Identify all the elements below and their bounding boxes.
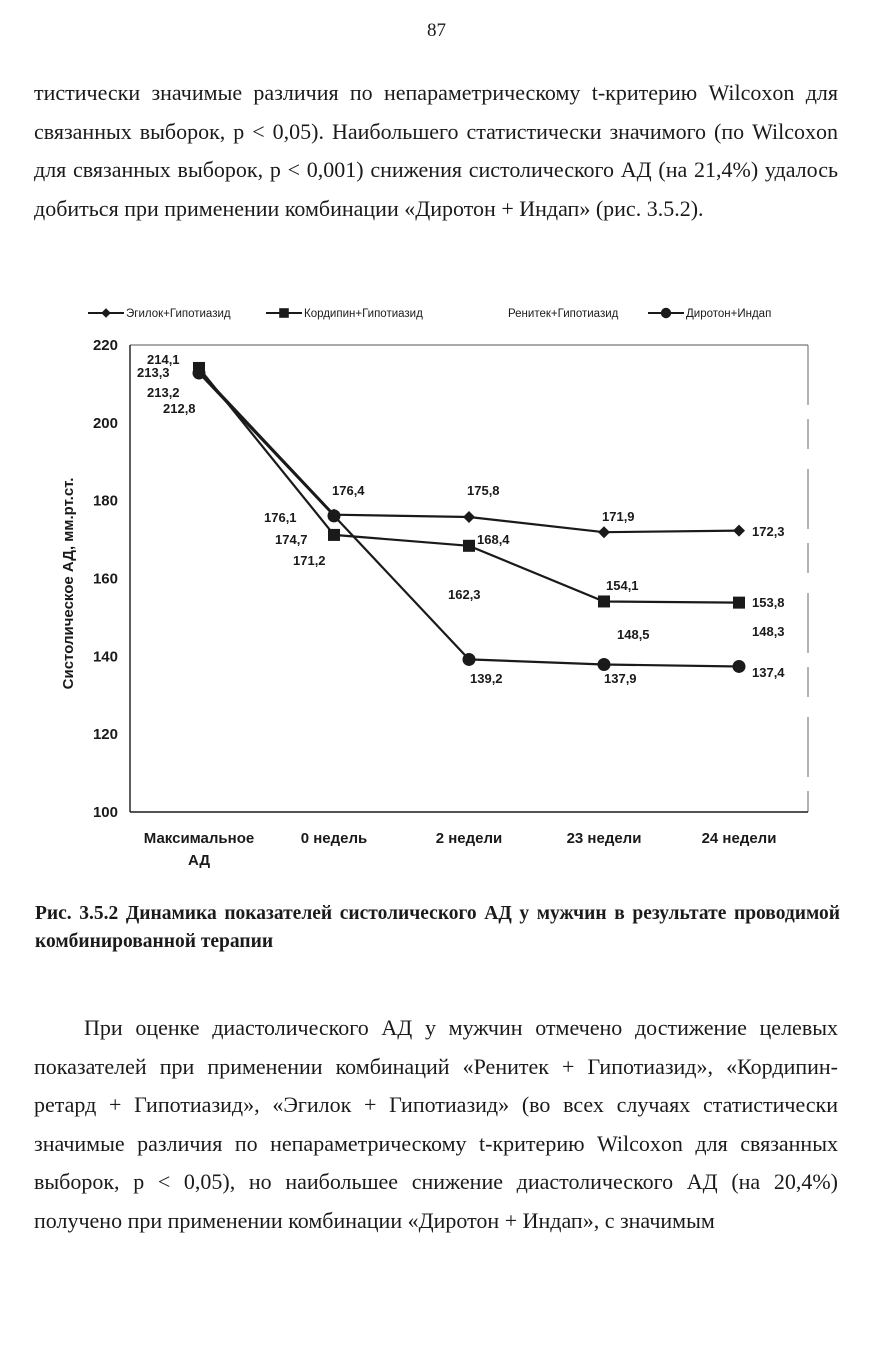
data-label: 148,3 [752, 624, 785, 639]
circle-marker [328, 509, 341, 522]
x-tick-label: АД [187, 852, 211, 869]
data-label: 148,5 [617, 627, 650, 642]
data-label: 137,9 [604, 671, 637, 686]
square-marker [598, 595, 610, 607]
x-tick-label: 2 недели [435, 830, 503, 847]
x-tick-label: 24 недели [701, 830, 777, 847]
data-label: 139,2 [470, 671, 503, 686]
series-line [199, 371, 739, 532]
data-label: 176,1 [264, 510, 297, 525]
y-tick-label: 160 [92, 570, 118, 588]
data-label: 212,8 [163, 401, 196, 416]
y-tick-label: 180 [92, 492, 118, 510]
diamond-marker [733, 525, 745, 537]
figure-caption: Рис. 3.5.2 Динамика показателей систолического АД у мужчин в результате проводимой комбинированной терапии [35, 903, 840, 952]
square-marker [279, 308, 289, 318]
data-label: 176,4 [332, 483, 365, 498]
body-paragraph-2: При оценке диастолического АД у мужчин отмечено достижение целевых показателей при применении комбинаций «Ренитек + Гипотиазид», «Кордипин-ретард + Гипотиазид», «Эгилок + Гипотиазид» (во всех случаях статистически значимые различия по непараметрическому t-критерию Wilcoxon для связанных выборок, p < 0,05), но наибольшее снижение диастолического АД (на 20,4%) получено при применении комбинации «Диротон + Индап», с значимым [34, 1015, 838, 1233]
data-label: 172,3 [752, 524, 785, 539]
circle-marker [661, 308, 671, 318]
y-tick-label: 100 [92, 804, 118, 821]
legend-label: Ренитек+Гипотиазид [508, 308, 619, 320]
diamond-marker [463, 511, 475, 523]
y-tick-label: 140 [92, 648, 118, 666]
data-label: 154,1 [606, 578, 639, 593]
body-paragraph-1: тистически значимые различия по непараметрическому t-критерию Wilcoxon для связанных выборок, p < 0,05). Наибольшего статистически значимого (по Wilcoxon для связанных выборок, p < 0,001) снижения систолического АД (на 21,4%) удалось добиться при применении комбинации «Диротон + Индап» (рис. 3.5.2). [34, 80, 838, 221]
data-label: 213,2 [147, 385, 180, 400]
circle-marker [598, 658, 611, 671]
data-label: 153,8 [752, 595, 785, 610]
data-label: 174,7 [275, 532, 308, 547]
legend-label: Кордипин+Гипотиазид [304, 308, 423, 320]
data-label: 162,3 [448, 587, 481, 602]
square-marker [463, 540, 475, 552]
diamond-marker [598, 526, 610, 538]
data-label: 175,8 [467, 483, 500, 498]
circle-marker [463, 653, 476, 666]
y-tick-label: 120 [92, 726, 118, 744]
x-tick-label: 23 недели [566, 830, 642, 847]
x-tick-label: Максимальное [143, 830, 255, 847]
y-tick-label: 220 [92, 337, 118, 354]
legend-label: Эгилок+Гипотиазид [126, 308, 231, 320]
y-tick-label: 200 [92, 414, 118, 432]
data-label: 171,9 [602, 509, 635, 524]
systolic-bp-line-chart [0, 288, 873, 888]
page-number: 87 [427, 20, 446, 41]
data-label: 137,4 [752, 665, 785, 680]
circle-marker [193, 367, 206, 380]
square-marker [328, 529, 340, 541]
circle-marker [733, 660, 746, 673]
square-marker [733, 597, 745, 609]
diamond-marker [101, 308, 111, 318]
data-label: 214,1 [147, 352, 180, 367]
y-axis-label: Систолическое АД, мм.рт.ст. [60, 477, 77, 690]
legend-label: Диротон+Индап [686, 308, 772, 320]
data-label: 168,4 [477, 532, 510, 547]
data-label: 213,3 [137, 365, 170, 380]
x-tick-label: 0 недель [300, 830, 368, 847]
data-label: 171,2 [293, 553, 326, 568]
